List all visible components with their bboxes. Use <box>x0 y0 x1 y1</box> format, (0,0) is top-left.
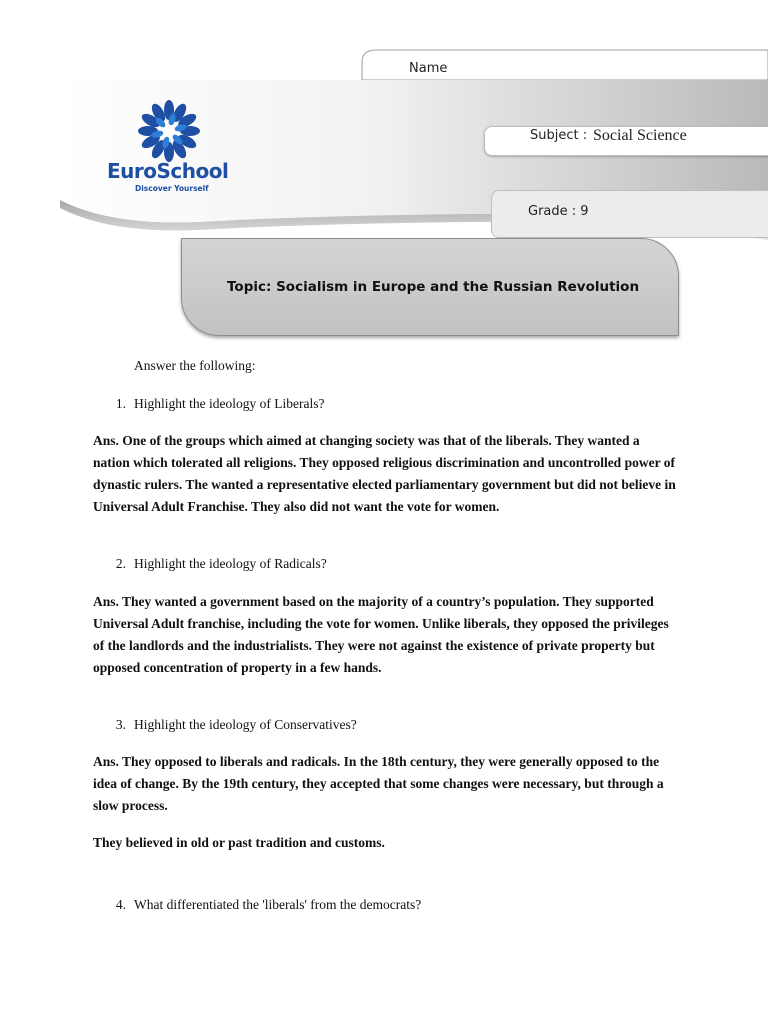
question-number: 4. <box>115 897 126 912</box>
question-text: Highlight the ideology of Radicals? <box>134 556 327 571</box>
question-text: Highlight the ideology of Conservatives? <box>134 717 357 732</box>
question-text: What differentiated the 'liberals' from the democrats? <box>134 897 422 912</box>
question-number: 1. <box>115 396 126 411</box>
answer-3: Ans. They opposed to liberals and radicals. In the 18th century, they were generally opposed to the idea of change. By the 19th century, they accepted that some changes were necessary, but through a slow process. <box>93 754 664 813</box>
grade-label: Grade : 9 <box>528 204 589 219</box>
instructions: Answer the following: <box>134 358 256 373</box>
subject-value: Social Science <box>593 127 687 144</box>
question-text: Highlight the ideology of Liberals? <box>134 396 325 411</box>
answer-3-note: They believed in old or past tradition and customs. <box>93 835 385 850</box>
subject-label: Subject : <box>530 128 588 143</box>
brand-tagline: Discover Yourself <box>135 184 209 193</box>
brand-name: EuroSchool <box>107 159 229 183</box>
answer-2: Ans. They wanted a government based on the majority of a country’s population. They supported Universal Adult franchise, including the vote for women. Unlike liberals, they opposed the privileges of the landlords and the industrialists. They were not against the existence of private property but opposed concentration of property in a few hands. <box>93 594 669 675</box>
name-label: Name <box>409 61 448 76</box>
question-number: 2. <box>115 556 126 571</box>
question-number: 3. <box>115 717 126 732</box>
answer-1: Ans. One of the groups which aimed at changing society was that of the liberals. They wanted a nation which tolerated all religions. They opposed religious discrimination and uncontrolled power of dynastic rulers. The wanted a representative elected parliamentary government but did not believe in Universal Adult Franchise. They also did not want the vote for women. <box>93 433 676 514</box>
topic-title: Topic: Socialism in Europe and the Russian Revolution <box>227 279 640 295</box>
euroschool-logo-icon <box>136 100 202 162</box>
